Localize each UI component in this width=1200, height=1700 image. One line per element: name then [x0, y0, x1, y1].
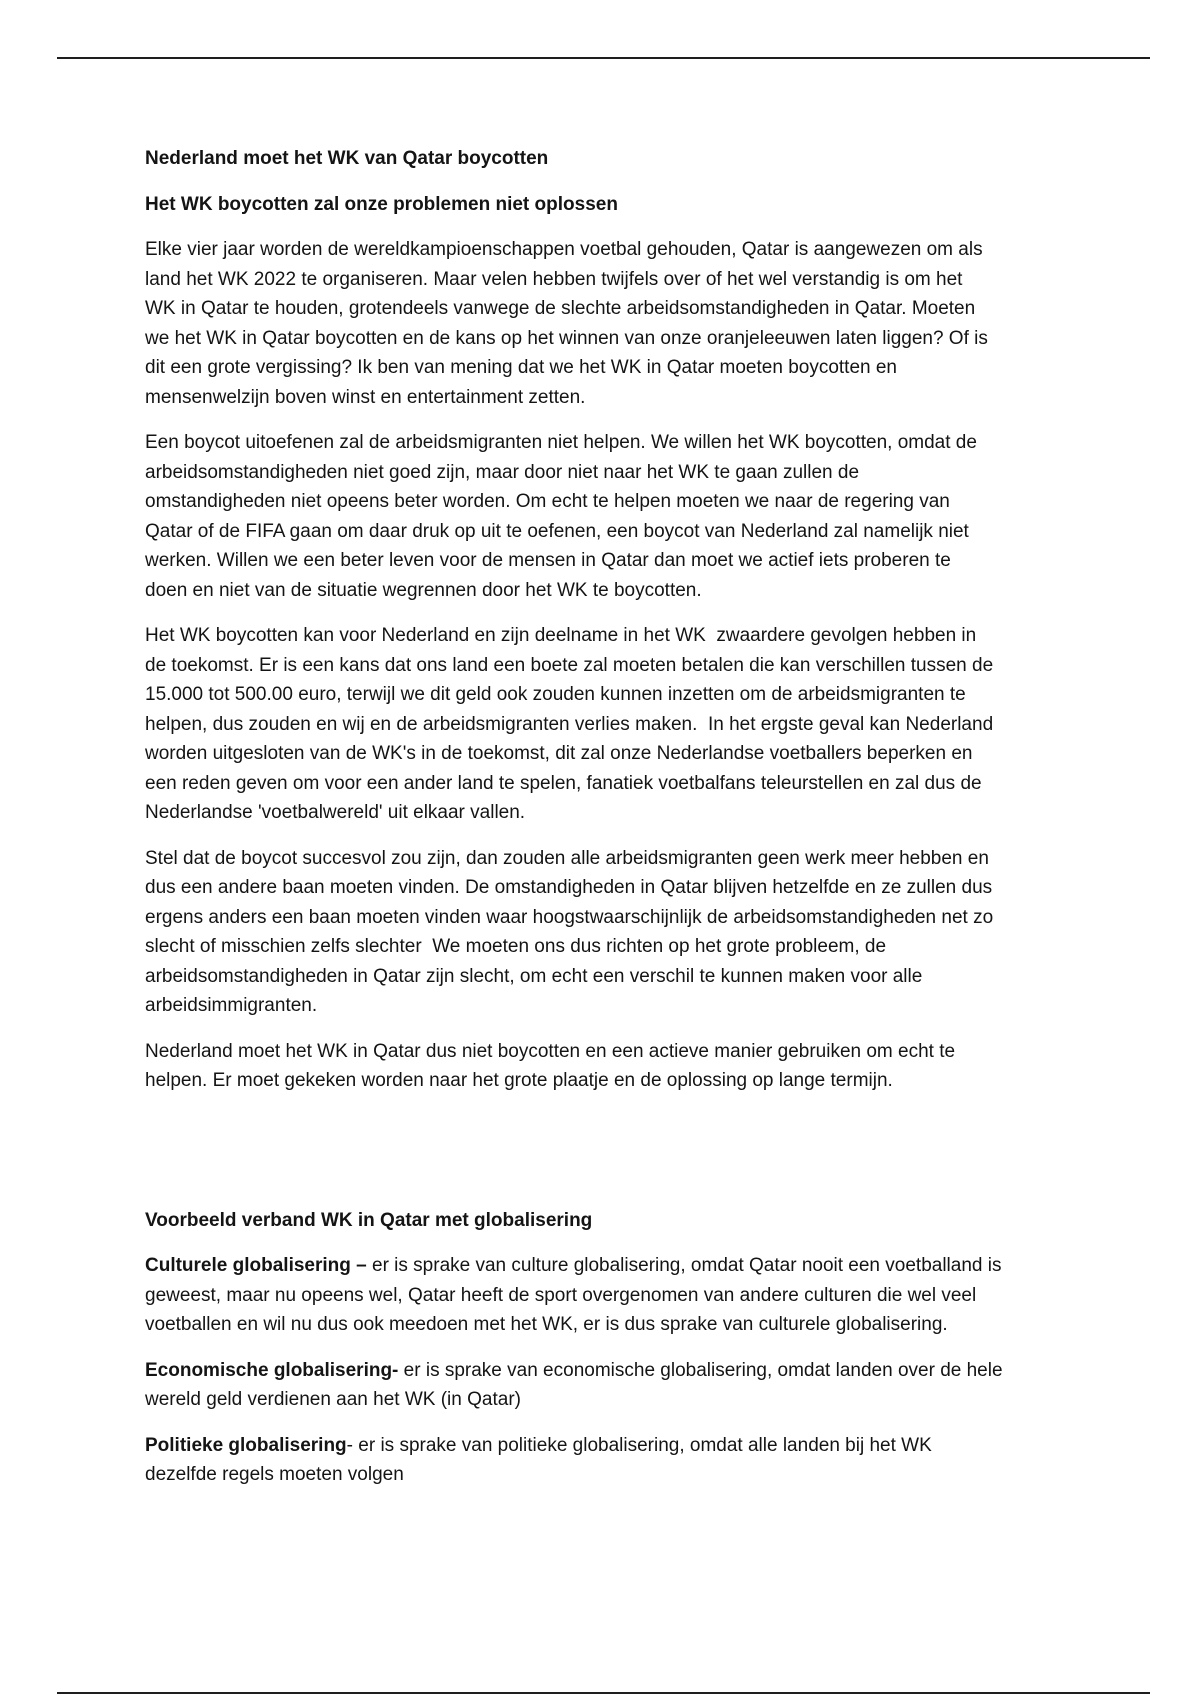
paragraph-conclusion: [145, 1037, 1145, 1096]
text-line: land het WK 2022 te organiseren. Maar velen hebben twijfels over of het wel verstandig is om het: [145, 268, 963, 290]
text-line: mensenwelzijn boven winst en entertainment zetten.: [145, 386, 586, 408]
text-line: worden uitgesloten van de WK's in de toekomst, dit zal onze Nederlandse voetballers beperken en: [145, 743, 973, 764]
paragraph-intro: [145, 235, 1145, 412]
text-line: slecht of misschien zelfs slechter We moeten ons dus richten op het grote probleem, de: [145, 936, 887, 957]
text-line: WK in Qatar te houden, grotendeels vanwege de slechte arbeidsomstandigheden in Qatar. Moeten: [145, 298, 976, 319]
definition-item-cultural: [145, 1251, 1145, 1340]
definition-term: Politieke globalisering: [145, 1434, 347, 1456]
text-line: helpen, dus zouden en wij en de arbeidsmigranten verlies maken. In het ergste geval kan Nederland: [145, 713, 994, 735]
text-line: ergens anders een baan moeten vinden waar hoogstwaarschijnlijk de arbeidsomstandigheden net zo: [145, 906, 994, 928]
text-line: arbeidsimmigranten.: [145, 995, 318, 1016]
paragraph-argument-3: [145, 844, 1145, 1021]
definition-text: er is sprake van economische globalisering, omdat landen over de hele: [398, 1359, 1003, 1381]
section-heading: Voorbeeld verband WK in Qatar met globalisering: [145, 1209, 593, 1231]
text-line: doen en niet van de situatie wegrennen door het WK te boycotten.: [145, 579, 702, 601]
text-line: Nederlandse 'voetbalwereld' uit elkaar vallen.: [145, 802, 526, 823]
text-line: [145, 1356, 1145, 1386]
definition-text: geweest, maar nu opeens wel, Qatar heeft de sport overgenomen van andere culturen die wel veel: [145, 1284, 977, 1306]
text-line: we het WK in Qatar boycotten en de kans op het winnen van onze oranjeleeuwen laten liggen? Of is: [145, 327, 988, 349]
text-line: werken. Willen we een beter leven voor de mensen in Qatar dan moet we actief iets proberen te: [145, 550, 951, 571]
text-line: Nederland moet het WK in Qatar dus niet boycotten en een actieve manier gebruiken om echt te: [145, 1040, 956, 1062]
text-line: Qatar of de FIFA gaan om daar druk op uit te oefenen, een boycot van Nederland zal namelijk niet: [145, 520, 969, 542]
definition-text: wereld geld verdienen aan het WK (in Qatar): [145, 1389, 521, 1410]
text-line: helpen. Er moet gekeken worden naar het grote plaatje en de oplossing op lange termijn.: [145, 1070, 893, 1091]
definition-term: Economische globalisering-: [145, 1359, 399, 1381]
document-title: Nederland moet het WK van Qatar boycotten: [145, 148, 549, 169]
text-line: Een boycot uitoefenen zal de arbeidsmigranten niet helpen. We willen het WK boycotten, omdat de: [145, 432, 977, 453]
text-line: een reden geven om voor een ander land te spelen, fanatiek voetbalfans teleurstellen en zal dus de: [145, 772, 982, 794]
definition-text: voetballen en wil nu dus ook meedoen met het WK, er is dus sprake van culturele globalisering.: [145, 1314, 948, 1335]
text-line: 15.000 tot 500.00 euro, terwijl we dit geld ook zouden kunnen inzetten om de arbeidsmigranten te: [145, 684, 966, 705]
text-line: Stel dat de boycot succesvol zou zijn, dan zouden alle arbeidsmigranten geen werk meer hebben en: [145, 847, 989, 869]
document-subtitle: Het WK boycotten zal onze problemen niet oplossen: [145, 193, 618, 215]
definition-term: Culturele globalisering –: [145, 1255, 367, 1276]
text-line: Het WK boycotten kan voor Nederland en zijn deelname in het WK zwaardere gevolgen hebben in: [145, 625, 977, 646]
footer-rule: [57, 1692, 1150, 1694]
text-line: dit een grote vergissing? Ik ben van mening dat we het WK in Qatar moeten boycotten en: [145, 357, 897, 378]
definition-item-political: [145, 1431, 1145, 1490]
definition-item-economic: [145, 1356, 1145, 1415]
text-line: arbeidsomstandigheden in Qatar zijn slecht, om echt een verschil te kunnen maken voor alle: [145, 965, 923, 987]
text-line: [145, 1431, 1145, 1461]
definition-text: - er is sprake van politieke globalisering, omdat alle landen bij het WK: [346, 1434, 932, 1456]
text-line: dus een andere baan moeten vinden. De omstandigheden in Qatar blijven hetzelfde en ze zullen dus: [145, 877, 993, 898]
text-line: arbeidsomstandigheden niet goed zijn, maar door niet naar het WK te gaan zullen de: [145, 461, 860, 483]
definition-text: er is sprake van culture globalisering, omdat Qatar nooit een voetballand is: [366, 1255, 1002, 1276]
text-line: de toekomst. Er is een kans dat ons land een boete zal moeten betalen die kan verschillen tussen de: [145, 654, 994, 676]
document-body: [145, 144, 1145, 1506]
definition-text: dezelfde regels moeten volgen: [145, 1464, 404, 1485]
header-rule: [57, 57, 1150, 59]
text-line: Elke vier jaar worden de wereldkampioenschappen voetbal gehouden, Qatar is aangewezen om als: [145, 239, 983, 260]
text-line: [145, 1251, 1145, 1281]
text-line: omstandigheden niet opeens beter worden. Om echt te helpen moeten we naar de regering van: [145, 491, 950, 512]
paragraph-argument-2: [145, 621, 1145, 828]
paragraph-argument-1: [145, 428, 1145, 605]
